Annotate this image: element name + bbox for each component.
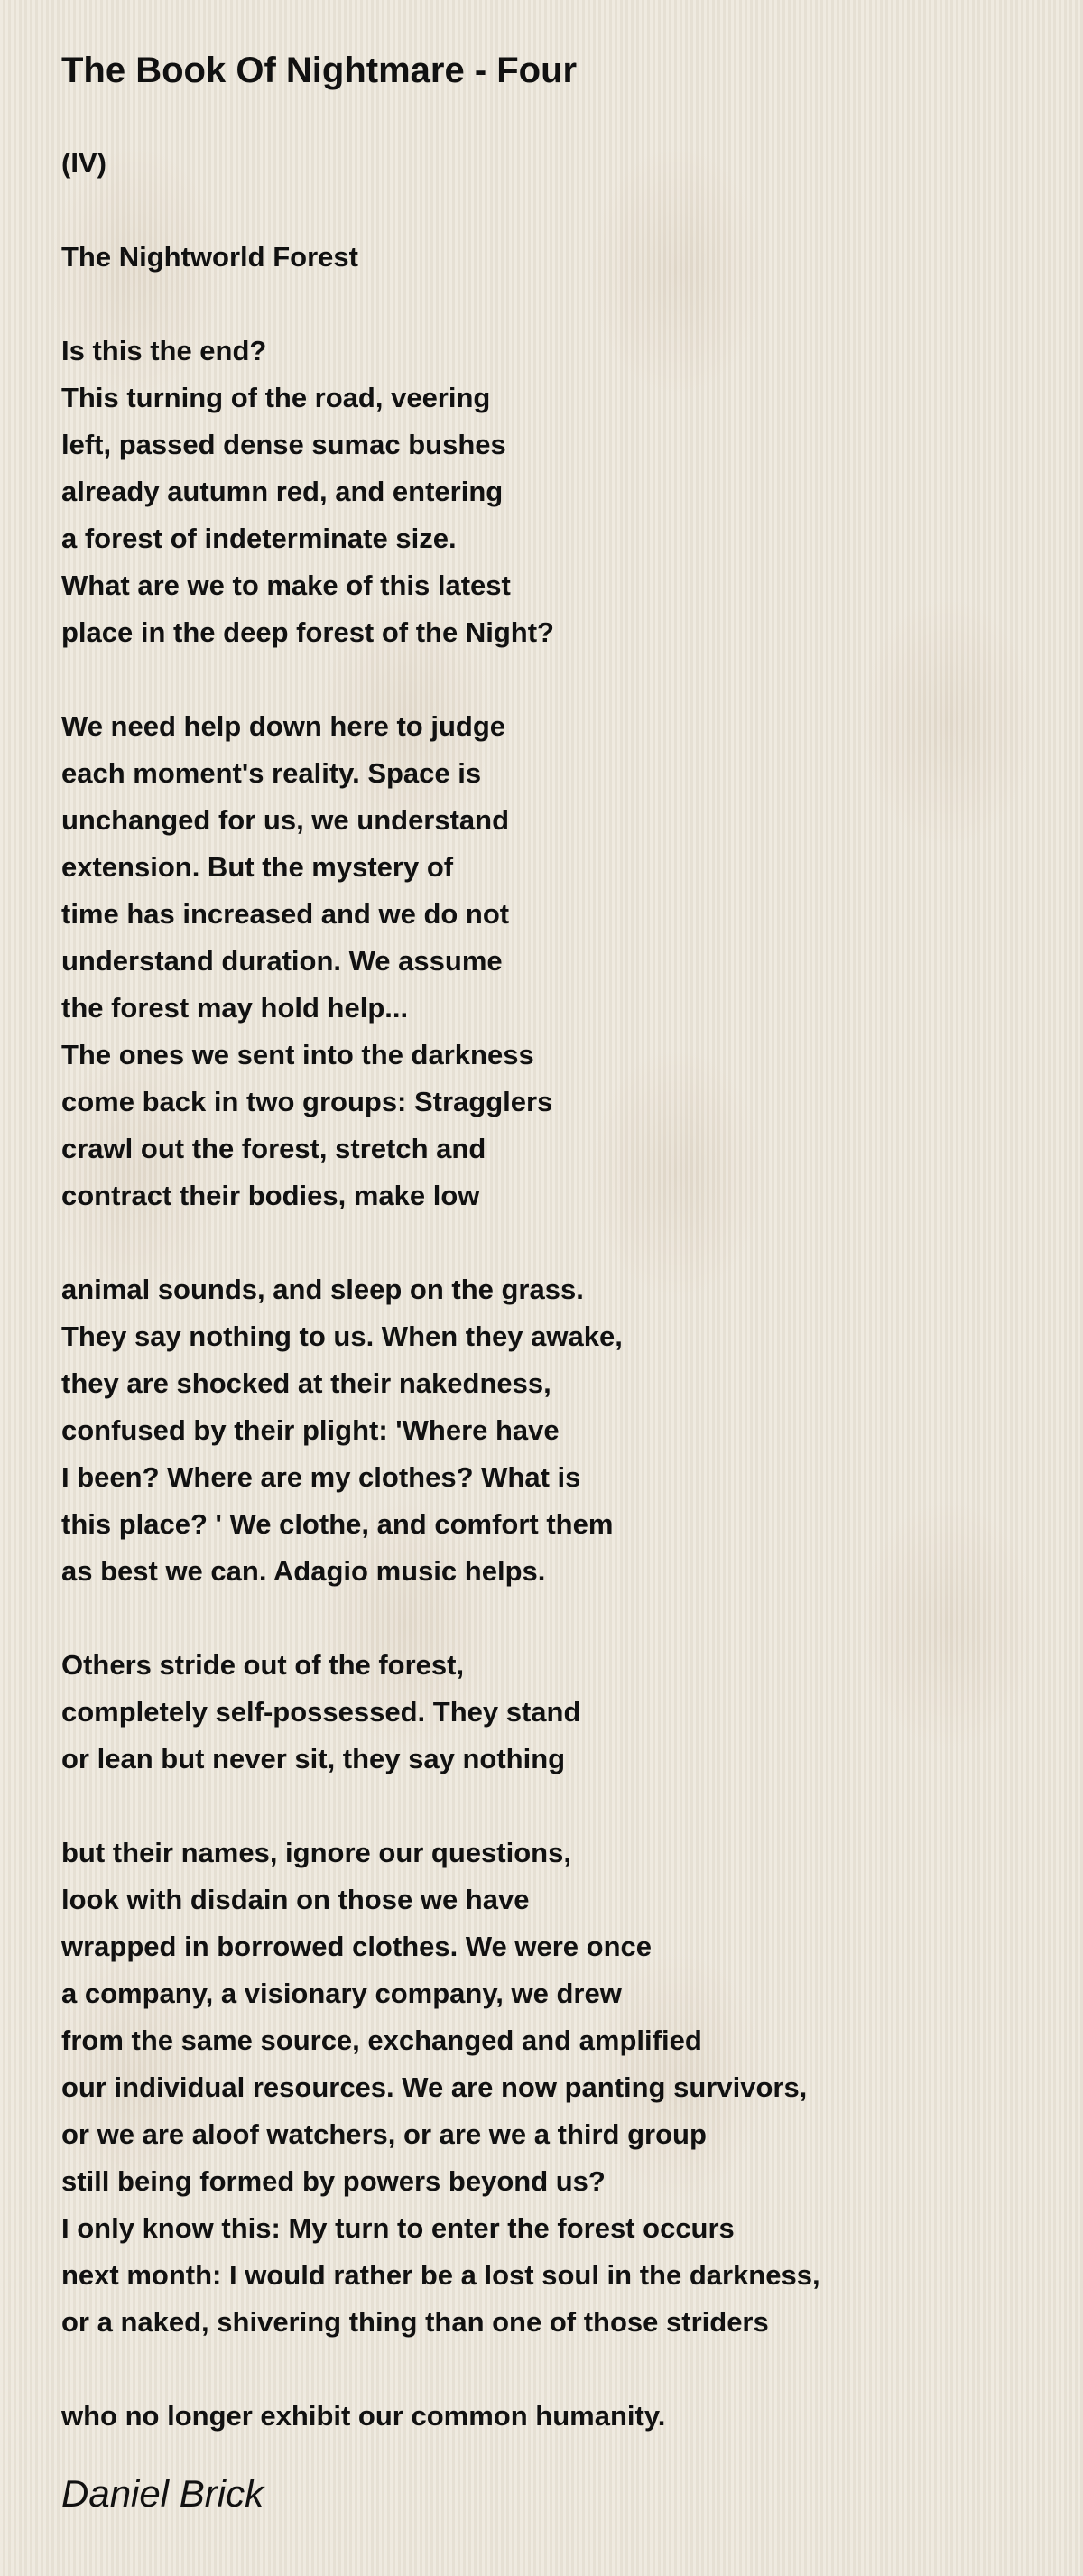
poem-line: completely self-possessed. They stand	[61, 1696, 581, 1728]
stanza-break	[61, 281, 1036, 328]
poem-line: or a naked, shivering thing than one of those striders	[61, 2306, 769, 2338]
poem-line: Is this the end?	[61, 335, 267, 366]
stanza-break	[61, 2346, 1036, 2393]
stanza-break	[61, 1219, 1036, 1266]
poem-line: who no longer exhibit our common humanity.	[61, 2400, 666, 2432]
poem-body	[61, 140, 1036, 2440]
poem-line: still being formed by powers beyond us?	[61, 2165, 606, 2197]
poem-line: from the same source, exchanged and amplified	[61, 2025, 702, 2056]
poem-line: crawl out the forest, stretch and	[61, 1133, 486, 1164]
poem-line: The Nightworld Forest	[61, 241, 358, 273]
poem-line: come back in two groups: Stragglers	[61, 1086, 553, 1117]
poem-title: The Book Of Nightmare - Four	[61, 51, 578, 90]
poem-line: extension. But the mystery of	[61, 851, 454, 883]
poem-line: look with disdain on those we have	[61, 1884, 530, 1915]
poem-line: a forest of indeterminate size.	[61, 523, 457, 554]
poem-line: time has increased and we do not	[61, 898, 510, 930]
poem-line: This turning of the road, veering	[61, 382, 491, 413]
poem-line: as best we can. Adagio music helps.	[61, 1555, 546, 1587]
poem-author: Daniel Brick	[61, 2472, 264, 2515]
poem-line: unchanged for us, we understand	[61, 804, 510, 836]
poem-line: a company, a visionary company, we drew	[61, 1978, 622, 2009]
poem-line: Others stride out of the forest,	[61, 1649, 465, 1681]
poem-line: this place? ' We clothe, and comfort them	[61, 1508, 614, 1540]
poem-line: I only know this: My turn to enter the forest occurs	[61, 2212, 735, 2244]
poem-line: or lean but never sit, they say nothing	[61, 1743, 566, 1774]
poem-line: or we are aloof watchers, or are we a third group	[61, 2118, 707, 2150]
poem-line: each moment's reality. Space is	[61, 757, 482, 789]
poem-line: our individual resources. We are now panting survivors,	[61, 2071, 808, 2103]
poem-line: left, passed dense sumac bushes	[61, 429, 506, 460]
stanza-break	[61, 1783, 1036, 1830]
poem-page	[61, 43, 1036, 2521]
poem-line: contract their bodies, make low	[61, 1180, 480, 1211]
poem-line: the forest may hold help...	[61, 992, 409, 1024]
stanza-break	[61, 187, 1036, 234]
poem-line: wrapped in borrowed clothes. We were once	[61, 1931, 653, 1962]
poem-line: place in the deep forest of the Night?	[61, 616, 554, 648]
poem-line: understand duration. We assume	[61, 945, 503, 977]
poem-line: They say nothing to us. When they awake,	[61, 1320, 623, 1352]
poem-line: The ones we sent into the darkness	[61, 1039, 534, 1070]
poem-line: confused by their plight: 'Where have	[61, 1414, 560, 1446]
poem-line: We need help down here to judge	[61, 710, 506, 742]
poem-line: already autumn red, and entering	[61, 476, 504, 507]
poem-line: next month: I would rather be a lost soul in the darkness,	[61, 2259, 820, 2291]
poem-line: I been? Where are my clothes? What is	[61, 1461, 581, 1493]
stanza-break	[61, 656, 1036, 703]
poem-line: What are we to make of this latest	[61, 570, 511, 601]
poem-line: animal sounds, and sleep on the grass.	[61, 1274, 584, 1305]
stanza-break	[61, 1595, 1036, 1642]
poem-line: (IV)	[61, 147, 106, 179]
poem-line: they are shocked at their nakedness,	[61, 1367, 551, 1399]
poem-line: but their names, ignore our questions,	[61, 1837, 571, 1868]
